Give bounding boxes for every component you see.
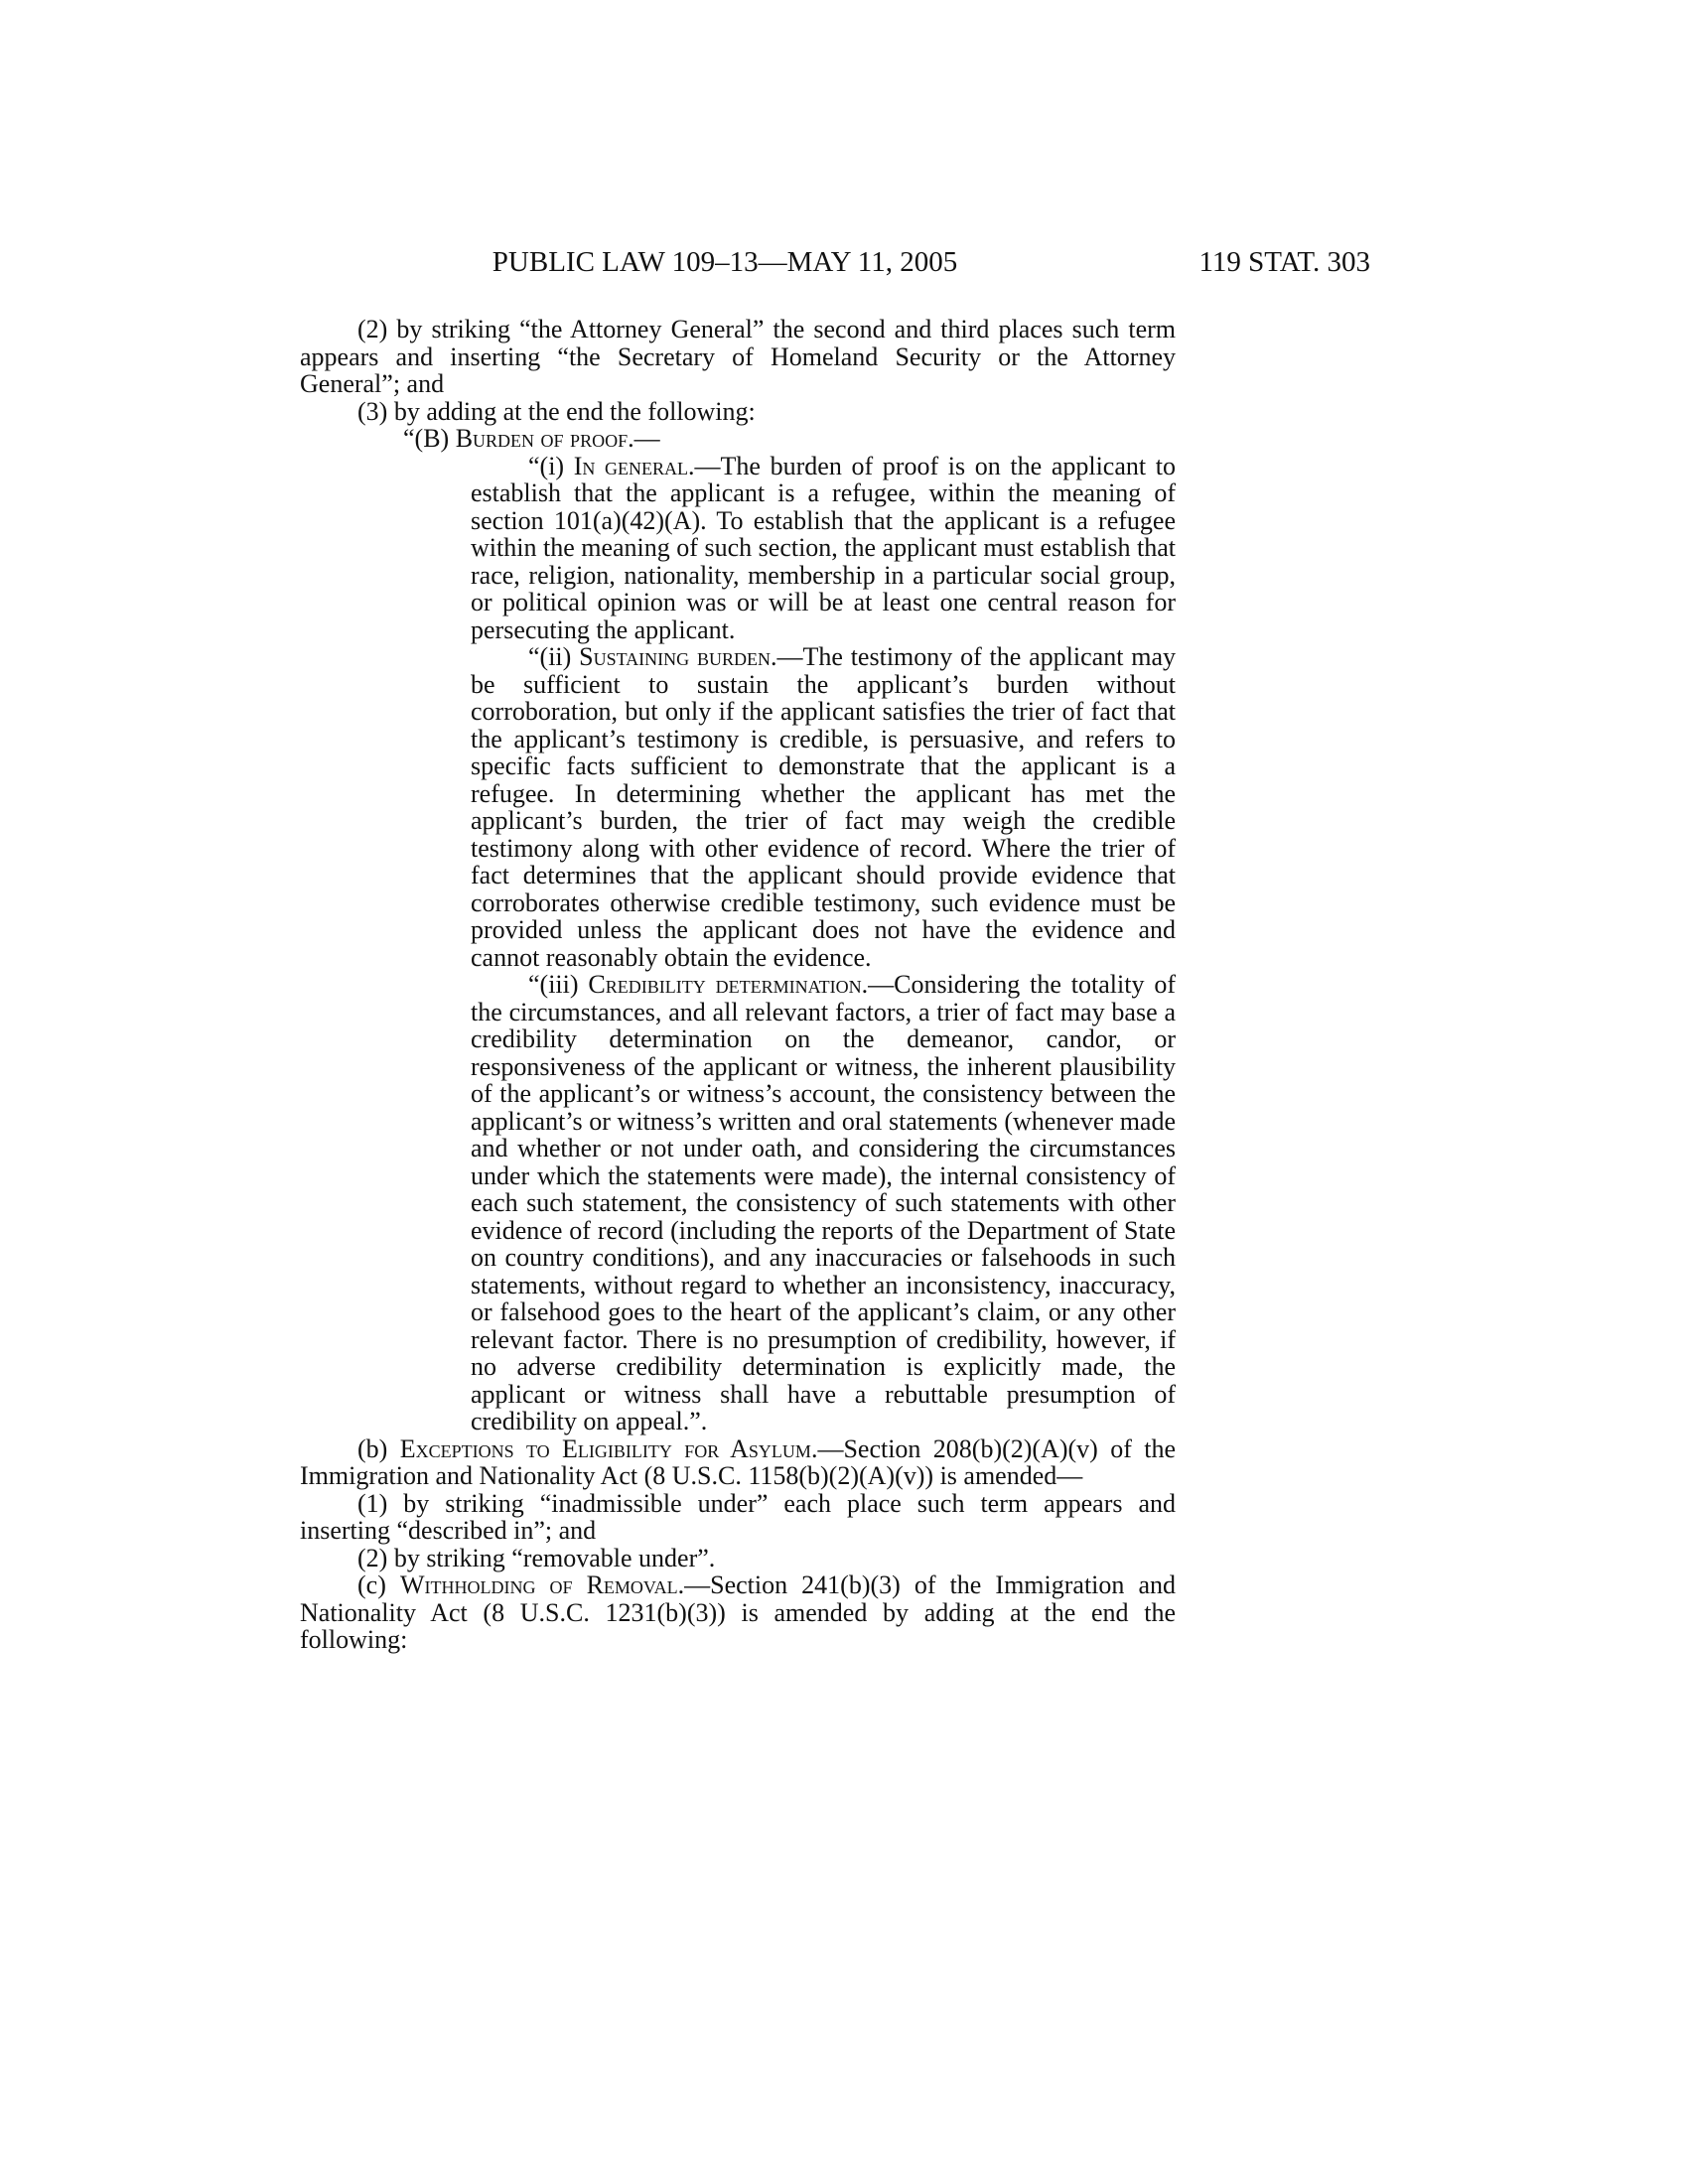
clause-prefix: “(ii): [528, 642, 580, 671]
clause-i-in-general: [300, 453, 1176, 644]
subheading-burden-of-proof: [300, 425, 1176, 453]
paragraph-2-removable: [300, 1545, 1176, 1572]
clause-text: .—Considering the totality of the circumstances, and all relevant factors, a trier of fact may base a credibility determination on the demeanor, candor, or responsiveness of the applicant or witness, the inherent plausibility of the applicant’s or witness’s account, the consistency between the applicant’s or witness’s written and oral statements (whenever made and whether or not under oath, and considering the circumstances under which the statements were made), the internal consistency of each such statement, the consistency of such statements with other evidence of record (including the reports of the Department of State on country conditions), and any inaccuracies or falsehoods in such statements, without regard to whether an inconsistency, inaccuracy, or falsehood goes to the heart of the applicant’s claim, or any other relevant factor. There is no presumption of credibility, however, if no adverse credibility determination is explicitly made, the applicant or witness shall have a rebuttable presumption of credibility on appeal.”.: [471, 970, 1176, 1435]
subsection-text: .—Section 241(b)(3) of the Immigration and Nationality Act (8 U.S.C. 1231(b)(3)) is amended by adding at the end the following:: [300, 1570, 1176, 1654]
clause-heading: Credibility determination: [588, 970, 862, 999]
clause-heading: In general: [573, 451, 689, 480]
paragraph-2-striking: [242, 316, 1176, 398]
paragraph-3-adding: [300, 398, 1176, 426]
subheading-prefix: “(B): [403, 424, 456, 453]
document-body: [300, 316, 1176, 1654]
clause-text: .—The testimony of the applicant may be sufficient to sustain the applicant’s burden without corroboration, but only if the applicant satisfies the trier of fact that the applicant’s testimony is credible, is persuasive, and refers to specific facts sufficient to demonstrate that the applicant is a refugee. In determining whether the applicant has met the applicant’s burden, the trier of fact may weigh the credible testimony along with other evidence of record. Where the trier of fact determines that the applicant should provide evidence that corroborates otherwise credible testimony, such evidence must be provided unless the applicant does not have the evidence and cannot reasonably obtain the evidence.: [471, 642, 1177, 972]
clause-prefix: “(iii): [528, 970, 589, 999]
subsection-heading: Exceptions to Eligibility for Asylum: [399, 1433, 811, 1463]
page-header: [427, 246, 1370, 286]
clause-iii-credibility-determination: [300, 971, 1176, 1435]
clause-ii-sustaining-burden: [300, 643, 1176, 971]
subsection-c-withholding: [300, 1571, 1176, 1654]
paragraph-1-inadmissible: [242, 1490, 1176, 1545]
subsection-prefix: (c): [357, 1570, 400, 1599]
subsection-prefix: (b): [357, 1433, 400, 1463]
paragraph-text: (2) by striking “the Attorney General” the second and third places such term appears and inserting “the Secretary of Homeland Security or the Attorney General”; and: [300, 315, 1176, 398]
subheading-title: Burden of proof: [455, 424, 629, 453]
subsection-b-exceptions: [300, 1435, 1176, 1490]
header-page-reference: 119 STAT. 303: [1198, 246, 1370, 278]
subsection-text: .—Section 208(b)(2)(A)(v) of the Immigration and Nationality Act (8 U.S.C. 1158(b)(2)(A)(v)) is amended—: [300, 1433, 1176, 1490]
paragraph-text: (2) by striking “removable under”.: [357, 1543, 716, 1572]
clause-heading: Sustaining burden: [579, 642, 771, 671]
header-title: PUBLIC LAW 109–13—MAY 11, 2005: [492, 246, 958, 278]
subheading-suffix: .—: [628, 424, 660, 453]
clause-prefix: “(i): [528, 451, 574, 480]
paragraph-text: (3) by adding at the end the following:: [357, 396, 756, 426]
paragraph-text: (1) by striking “inadmissible under” each place such term appears and inserting “described in”; and: [300, 1488, 1176, 1545]
clause-text: .—The burden of proof is on the applicant to establish that the applicant is a refugee, within the meaning of section 101(a)(42)(A). To establish that the applicant is a refugee within the meaning of such section, the applicant must establish that race, religion, nationality, membership in a particular social group, or political opinion was or will be at least one central reason for persecuting the applicant.: [471, 451, 1176, 644]
subsection-heading: Withholding of Removal: [399, 1570, 678, 1599]
